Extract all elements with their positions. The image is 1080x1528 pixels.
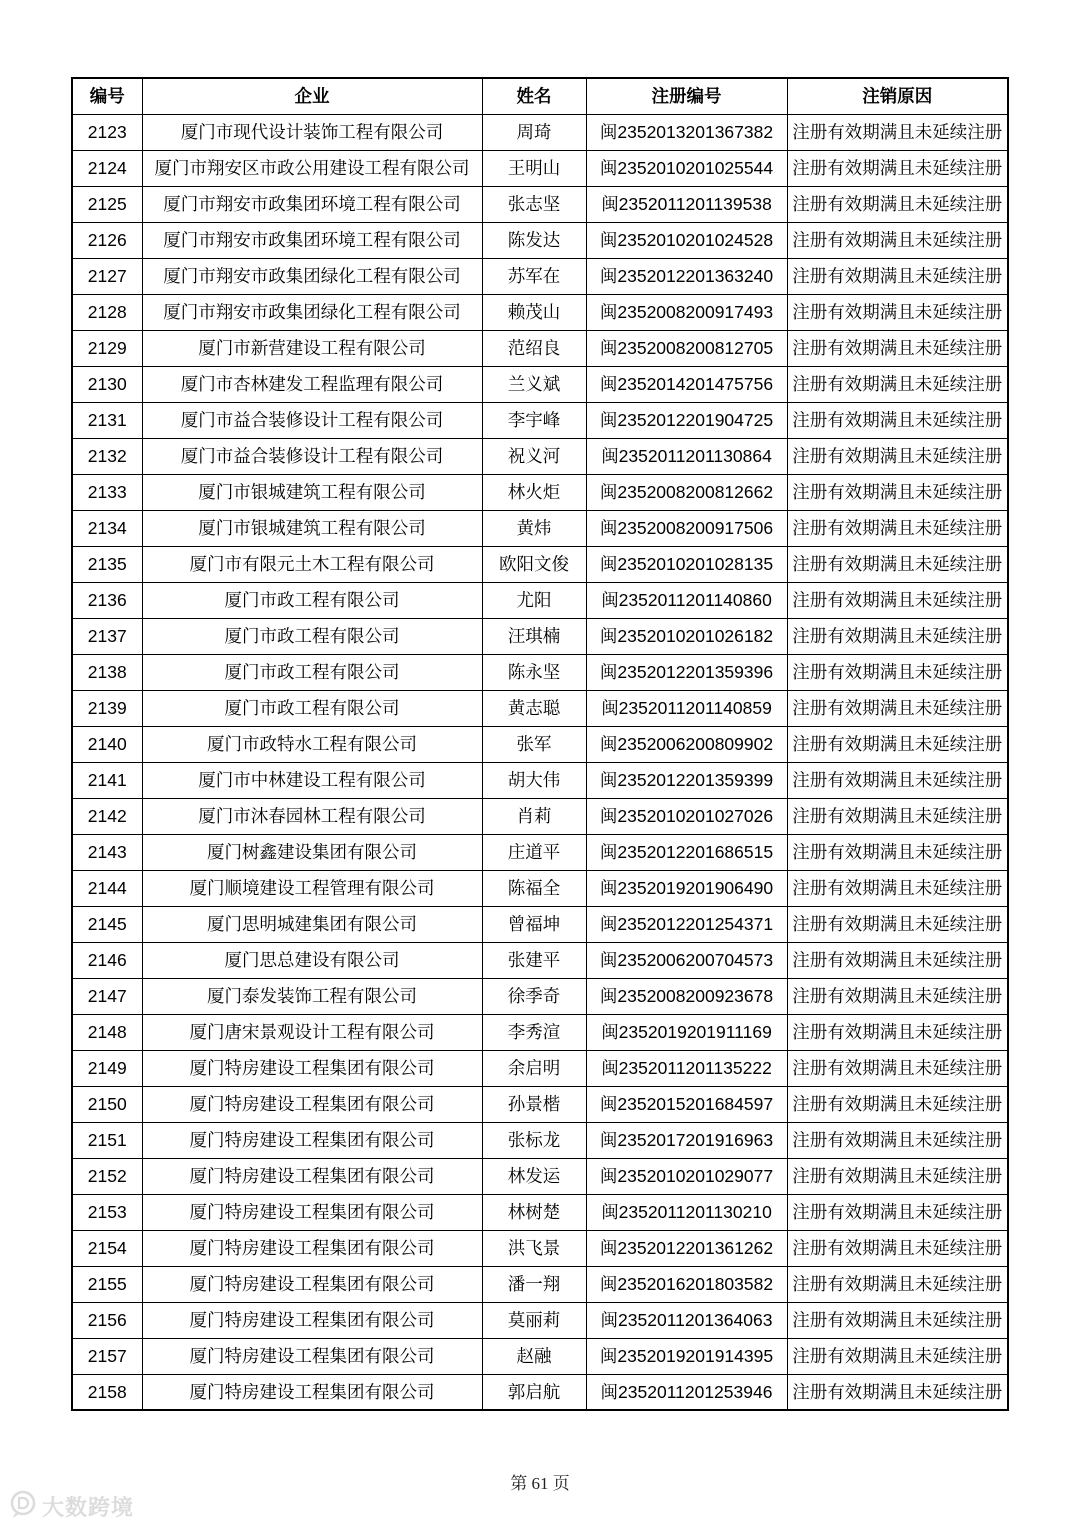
- table-row: [72, 798, 1008, 834]
- registration-number-cell: 闽2352006200704573: [586, 942, 787, 978]
- row-number-cell: 2148: [72, 1014, 142, 1050]
- cancellation-reason-cell: 注册有效期满且未延续注册: [787, 870, 1008, 906]
- company-name-cell: 厦门市银城建筑工程有限公司: [142, 510, 482, 546]
- row-number-cell: 2124: [72, 150, 142, 186]
- row-number-cell: 2127: [72, 258, 142, 294]
- row-number-cell: 2138: [72, 654, 142, 690]
- cancellation-reason-cell: 注册有效期满且未延续注册: [787, 1266, 1008, 1302]
- company-name-cell: 厦门市益合装修设计工程有限公司: [142, 438, 482, 474]
- registration-cancellation-table: [71, 77, 1009, 1411]
- person-name-cell: 王明山: [482, 150, 586, 186]
- table-row: [72, 474, 1008, 510]
- company-name-cell: 厦门市新营建设工程有限公司: [142, 330, 482, 366]
- company-name-cell: 厦门特房建设工程集团有限公司: [142, 1158, 482, 1194]
- registration-number-cell: 闽2352012201359399: [586, 762, 787, 798]
- person-name-cell: 林树楚: [482, 1194, 586, 1230]
- table-row: [72, 942, 1008, 978]
- row-number-cell: 2158: [72, 1374, 142, 1410]
- registration-number-cell: 闽2352015201684597: [586, 1086, 787, 1122]
- cancellation-reason-cell: 注册有效期满且未延续注册: [787, 618, 1008, 654]
- registration-number-cell: 闽2352016201803582: [586, 1266, 787, 1302]
- registration-number-cell: 闽2352017201916963: [586, 1122, 787, 1158]
- registration-number-cell: 闽2352008200812705: [586, 330, 787, 366]
- registration-number-cell: 闽2352012201686515: [586, 834, 787, 870]
- cancellation-reason-cell: 注册有效期满且未延续注册: [787, 402, 1008, 438]
- table-row: [72, 222, 1008, 258]
- company-name-cell: 厦门市翔安市政集团环境工程有限公司: [142, 222, 482, 258]
- person-name-cell: 张军: [482, 726, 586, 762]
- person-name-cell: 徐季奇: [482, 978, 586, 1014]
- table-row: [72, 1194, 1008, 1230]
- row-number-cell: 2152: [72, 1158, 142, 1194]
- person-name-cell: 汪琪楠: [482, 618, 586, 654]
- table-row: [72, 330, 1008, 366]
- company-name-cell: 厦门特房建设工程集团有限公司: [142, 1230, 482, 1266]
- cancellation-reason-cell: 注册有效期满且未延续注册: [787, 114, 1008, 150]
- company-name-cell: 厦门特房建设工程集团有限公司: [142, 1086, 482, 1122]
- column-header-registration-number: 注册编号: [586, 78, 787, 114]
- row-number-cell: 2149: [72, 1050, 142, 1086]
- cancellation-reason-cell: 注册有效期满且未延续注册: [787, 1050, 1008, 1086]
- person-name-cell: 张志坚: [482, 186, 586, 222]
- company-name-cell: 厦门市政工程有限公司: [142, 690, 482, 726]
- row-number-cell: 2147: [72, 978, 142, 1014]
- company-name-cell: 厦门市翔安市政集团绿化工程有限公司: [142, 258, 482, 294]
- company-name-cell: 厦门市政工程有限公司: [142, 582, 482, 618]
- table-row: [72, 618, 1008, 654]
- column-header-company: 企业: [142, 78, 482, 114]
- table-row: [72, 1086, 1008, 1122]
- row-number-cell: 2137: [72, 618, 142, 654]
- registration-number-cell: 闽2352008200917493: [586, 294, 787, 330]
- cancellation-reason-cell: 注册有效期满且未延续注册: [787, 1338, 1008, 1374]
- table-row: [72, 366, 1008, 402]
- table-row: [72, 294, 1008, 330]
- page-number: 第 61 页: [510, 1474, 570, 1493]
- person-name-cell: 黄炜: [482, 510, 586, 546]
- watermark-logo-icon: [8, 1489, 38, 1524]
- row-number-cell: 2144: [72, 870, 142, 906]
- company-name-cell: 厦门思总建设有限公司: [142, 942, 482, 978]
- watermark: [8, 1490, 134, 1522]
- column-header-name: 姓名: [482, 78, 586, 114]
- person-name-cell: 肖莉: [482, 798, 586, 834]
- person-name-cell: 欧阳文俊: [482, 546, 586, 582]
- company-name-cell: 厦门泰发装饰工程有限公司: [142, 978, 482, 1014]
- table-row: [72, 402, 1008, 438]
- person-name-cell: 陈永坚: [482, 654, 586, 690]
- column-header-cancellation-reason: 注销原因: [787, 78, 1008, 114]
- watermark-text: 大数跨境: [42, 1495, 135, 1521]
- row-number-cell: 2140: [72, 726, 142, 762]
- row-number-cell: 2136: [72, 582, 142, 618]
- person-name-cell: 陈发达: [482, 222, 586, 258]
- company-name-cell: 厦门市银城建筑工程有限公司: [142, 474, 482, 510]
- cancellation-reason-cell: 注册有效期满且未延续注册: [787, 1230, 1008, 1266]
- person-name-cell: 兰义斌: [482, 366, 586, 402]
- person-name-cell: 李宇峰: [482, 402, 586, 438]
- table-row: [72, 870, 1008, 906]
- cancellation-reason-cell: 注册有效期满且未延续注册: [787, 690, 1008, 726]
- table-row: [72, 762, 1008, 798]
- row-number-cell: 2151: [72, 1122, 142, 1158]
- cancellation-reason-cell: 注册有效期满且未延续注册: [787, 582, 1008, 618]
- company-name-cell: 厦门市杏林建发工程监理有限公司: [142, 366, 482, 402]
- table-row: [72, 546, 1008, 582]
- registration-number-cell: 闽2352010201029077: [586, 1158, 787, 1194]
- row-number-cell: 2129: [72, 330, 142, 366]
- company-name-cell: 厦门特房建设工程集团有限公司: [142, 1374, 482, 1410]
- person-name-cell: 张建平: [482, 942, 586, 978]
- row-number-cell: 2153: [72, 1194, 142, 1230]
- person-name-cell: 黄志聪: [482, 690, 586, 726]
- table-row: [72, 1230, 1008, 1266]
- cancellation-reason-cell: 注册有效期满且未延续注册: [787, 366, 1008, 402]
- cancellation-reason-cell: 注册有效期满且未延续注册: [787, 258, 1008, 294]
- person-name-cell: 陈福全: [482, 870, 586, 906]
- table-row: [72, 690, 1008, 726]
- person-name-cell: 尤阳: [482, 582, 586, 618]
- cancellation-reason-cell: 注册有效期满且未延续注册: [787, 1194, 1008, 1230]
- cancellation-reason-cell: 注册有效期满且未延续注册: [787, 150, 1008, 186]
- registration-number-cell: 闽2352011201140859: [586, 690, 787, 726]
- table-row: [72, 1050, 1008, 1086]
- cancellation-reason-cell: 注册有效期满且未延续注册: [787, 978, 1008, 1014]
- person-name-cell: 郭启航: [482, 1374, 586, 1410]
- row-number-cell: 2154: [72, 1230, 142, 1266]
- row-number-cell: 2133: [72, 474, 142, 510]
- cancellation-reason-cell: 注册有效期满且未延续注册: [787, 510, 1008, 546]
- table-row: [72, 834, 1008, 870]
- person-name-cell: 余启明: [482, 1050, 586, 1086]
- registration-number-cell: 闽2352012201359396: [586, 654, 787, 690]
- row-number-cell: 2134: [72, 510, 142, 546]
- cancellation-reason-cell: 注册有效期满且未延续注册: [787, 1158, 1008, 1194]
- row-number-cell: 2135: [72, 546, 142, 582]
- company-name-cell: 厦门顺境建设工程管理有限公司: [142, 870, 482, 906]
- registration-number-cell: 闽2352010201028135: [586, 546, 787, 582]
- company-name-cell: 厦门市翔安区市政公用建设工程有限公司: [142, 150, 482, 186]
- cancellation-reason-cell: 注册有效期满且未延续注册: [787, 438, 1008, 474]
- registration-number-cell: 闽2352006200809902: [586, 726, 787, 762]
- company-name-cell: 厦门市沐春园林工程有限公司: [142, 798, 482, 834]
- cancellation-reason-cell: 注册有效期满且未延续注册: [787, 1374, 1008, 1410]
- registration-number-cell: 闽2352010201024528: [586, 222, 787, 258]
- company-name-cell: 厦门特房建设工程集团有限公司: [142, 1266, 482, 1302]
- registration-number-cell: 闽2352010201027026: [586, 798, 787, 834]
- person-name-cell: 胡大伟: [482, 762, 586, 798]
- row-number-cell: 2157: [72, 1338, 142, 1374]
- cancellation-reason-cell: 注册有效期满且未延续注册: [787, 186, 1008, 222]
- column-header-number: 编号: [72, 78, 142, 114]
- table-row: [72, 1014, 1008, 1050]
- registration-number-cell: 闽2352019201911169: [586, 1014, 787, 1050]
- row-number-cell: 2143: [72, 834, 142, 870]
- row-number-cell: 2155: [72, 1266, 142, 1302]
- person-name-cell: 潘一翔: [482, 1266, 586, 1302]
- table-row: [72, 906, 1008, 942]
- table-row: [72, 438, 1008, 474]
- table-body: [72, 114, 1008, 1410]
- company-name-cell: 厦门市益合装修设计工程有限公司: [142, 402, 482, 438]
- cancellation-reason-cell: 注册有效期满且未延续注册: [787, 726, 1008, 762]
- cancellation-reason-cell: 注册有效期满且未延续注册: [787, 762, 1008, 798]
- table-row: [72, 114, 1008, 150]
- row-number-cell: 2130: [72, 366, 142, 402]
- company-name-cell: 厦门市中林建设工程有限公司: [142, 762, 482, 798]
- company-name-cell: 厦门思明城建集团有限公司: [142, 906, 482, 942]
- row-number-cell: 2146: [72, 942, 142, 978]
- table-header: [72, 78, 1008, 114]
- table-row: [72, 978, 1008, 1014]
- cancellation-reason-cell: 注册有效期满且未延续注册: [787, 546, 1008, 582]
- table-row: [72, 150, 1008, 186]
- table-row: [72, 1374, 1008, 1410]
- cancellation-reason-cell: 注册有效期满且未延续注册: [787, 222, 1008, 258]
- row-number-cell: 2131: [72, 402, 142, 438]
- registration-number-cell: 闽2352008200923678: [586, 978, 787, 1014]
- company-name-cell: 厦门市翔安市政集团环境工程有限公司: [142, 186, 482, 222]
- row-number-cell: 2125: [72, 186, 142, 222]
- registration-number-cell: 闽2352011201130210: [586, 1194, 787, 1230]
- table-row: [72, 1338, 1008, 1374]
- person-name-cell: 苏军在: [482, 258, 586, 294]
- row-number-cell: 2126: [72, 222, 142, 258]
- table-row: [72, 258, 1008, 294]
- person-name-cell: 李秀渲: [482, 1014, 586, 1050]
- registration-number-cell: 闽2352010201026182: [586, 618, 787, 654]
- registration-number-cell: 闽2352011201130864: [586, 438, 787, 474]
- registration-number-cell: 闽2352011201139538: [586, 186, 787, 222]
- registration-number-cell: 闽2352012201904725: [586, 402, 787, 438]
- table-row: [72, 186, 1008, 222]
- cancellation-reason-cell: 注册有效期满且未延续注册: [787, 1122, 1008, 1158]
- table-header-row: [72, 78, 1008, 114]
- registration-number-cell: 闽2352011201364063: [586, 1302, 787, 1338]
- row-number-cell: 2145: [72, 906, 142, 942]
- company-name-cell: 厦门市翔安市政集团绿化工程有限公司: [142, 294, 482, 330]
- table-row: [72, 1302, 1008, 1338]
- registration-number-cell: 闽2352008200917506: [586, 510, 787, 546]
- person-name-cell: 范绍良: [482, 330, 586, 366]
- row-number-cell: 2139: [72, 690, 142, 726]
- company-name-cell: 厦门市政特水工程有限公司: [142, 726, 482, 762]
- company-name-cell: 厦门市政工程有限公司: [142, 618, 482, 654]
- company-name-cell: 厦门市有限元土木工程有限公司: [142, 546, 482, 582]
- person-name-cell: 林发运: [482, 1158, 586, 1194]
- registration-number-cell: 闽2352019201914395: [586, 1338, 787, 1374]
- table-row: [72, 1266, 1008, 1302]
- person-name-cell: 周琦: [482, 114, 586, 150]
- registration-number-cell: 闽2352011201135222: [586, 1050, 787, 1086]
- company-name-cell: 厦门特房建设工程集团有限公司: [142, 1302, 482, 1338]
- company-name-cell: 厦门树鑫建设集团有限公司: [142, 834, 482, 870]
- row-number-cell: 2128: [72, 294, 142, 330]
- registration-number-cell: 闽2352012201363240: [586, 258, 787, 294]
- table-row: [72, 726, 1008, 762]
- registration-number-cell: 闽2352010201025544: [586, 150, 787, 186]
- cancellation-reason-cell: 注册有效期满且未延续注册: [787, 906, 1008, 942]
- person-name-cell: 张标龙: [482, 1122, 586, 1158]
- row-number-cell: 2132: [72, 438, 142, 474]
- table-row: [72, 1158, 1008, 1194]
- table-row: [72, 582, 1008, 618]
- table-row: [72, 654, 1008, 690]
- cancellation-reason-cell: 注册有效期满且未延续注册: [787, 834, 1008, 870]
- person-name-cell: 莫丽莉: [482, 1302, 586, 1338]
- registration-number-cell: 闽2352011201253946: [586, 1374, 787, 1410]
- cancellation-reason-cell: 注册有效期满且未延续注册: [787, 474, 1008, 510]
- person-name-cell: 林火炬: [482, 474, 586, 510]
- cancellation-reason-cell: 注册有效期满且未延续注册: [787, 1014, 1008, 1050]
- person-name-cell: 庄道平: [482, 834, 586, 870]
- row-number-cell: 2156: [72, 1302, 142, 1338]
- registration-number-cell: 闽2352019201906490: [586, 870, 787, 906]
- cancellation-reason-cell: 注册有效期满且未延续注册: [787, 294, 1008, 330]
- company-name-cell: 厦门市政工程有限公司: [142, 654, 482, 690]
- company-name-cell: 厦门特房建设工程集团有限公司: [142, 1194, 482, 1230]
- row-number-cell: 2142: [72, 798, 142, 834]
- person-name-cell: 孙景楷: [482, 1086, 586, 1122]
- registration-number-cell: 闽2352012201254371: [586, 906, 787, 942]
- table-row: [72, 510, 1008, 546]
- registration-number-cell: 闽2352014201475756: [586, 366, 787, 402]
- row-number-cell: 2150: [72, 1086, 142, 1122]
- cancellation-reason-cell: 注册有效期满且未延续注册: [787, 1302, 1008, 1338]
- company-name-cell: 厦门特房建设工程集团有限公司: [142, 1338, 482, 1374]
- registration-number-cell: 闽2352012201361262: [586, 1230, 787, 1266]
- company-name-cell: 厦门特房建设工程集团有限公司: [142, 1050, 482, 1086]
- cancellation-reason-cell: 注册有效期满且未延续注册: [787, 654, 1008, 690]
- person-name-cell: 赖茂山: [482, 294, 586, 330]
- person-name-cell: 洪飞景: [482, 1230, 586, 1266]
- registration-number-cell: 闽2352013201367382: [586, 114, 787, 150]
- table-row: [72, 1122, 1008, 1158]
- cancellation-reason-cell: 注册有效期满且未延续注册: [787, 942, 1008, 978]
- cancellation-reason-cell: 注册有效期满且未延续注册: [787, 1086, 1008, 1122]
- person-name-cell: 曾福坤: [482, 906, 586, 942]
- company-name-cell: 厦门特房建设工程集团有限公司: [142, 1122, 482, 1158]
- person-name-cell: 赵融: [482, 1338, 586, 1374]
- registration-number-cell: 闽2352008200812662: [586, 474, 787, 510]
- company-name-cell: 厦门唐宋景观设计工程有限公司: [142, 1014, 482, 1050]
- company-name-cell: 厦门市现代设计装饰工程有限公司: [142, 114, 482, 150]
- row-number-cell: 2123: [72, 114, 142, 150]
- cancellation-reason-cell: 注册有效期满且未延续注册: [787, 330, 1008, 366]
- row-number-cell: 2141: [72, 762, 142, 798]
- cancellation-reason-cell: 注册有效期满且未延续注册: [787, 798, 1008, 834]
- registration-number-cell: 闽2352011201140860: [586, 582, 787, 618]
- person-name-cell: 祝义河: [482, 438, 586, 474]
